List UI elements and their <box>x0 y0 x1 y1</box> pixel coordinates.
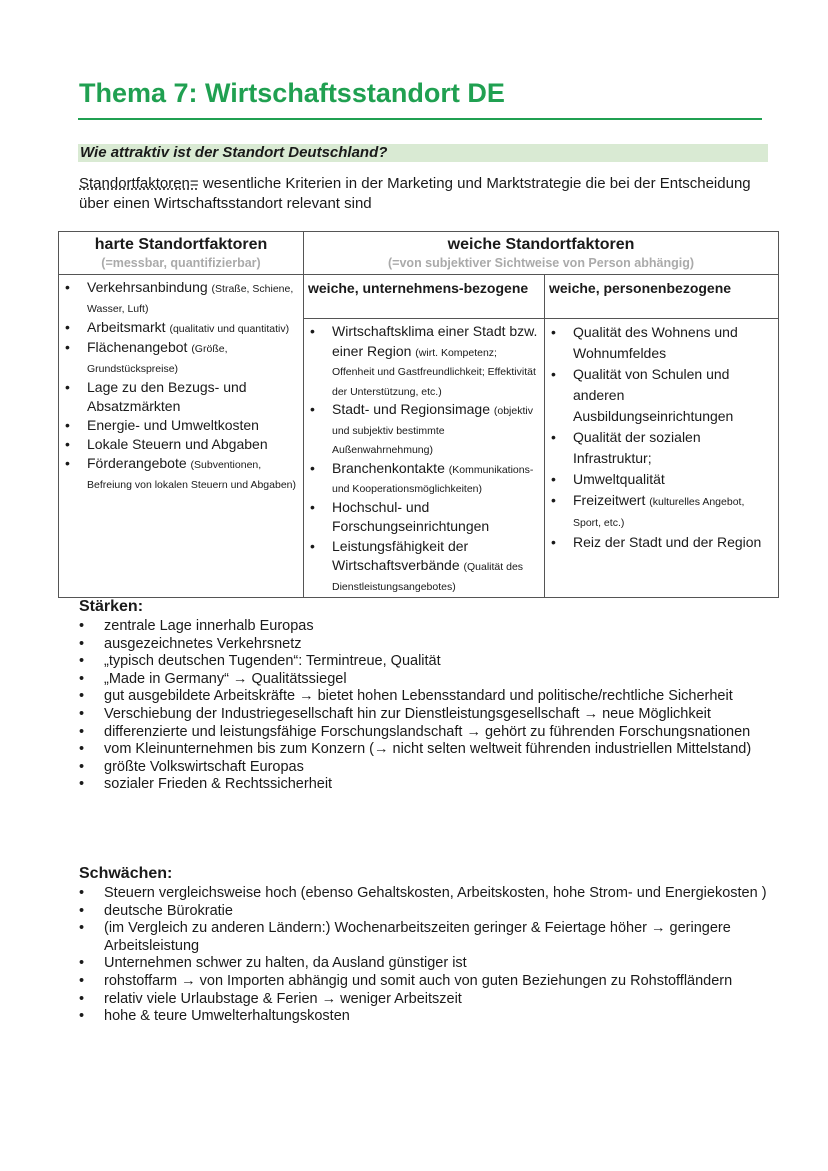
factor-label: Förderangebote <box>87 455 191 471</box>
factor-label: Reiz der Stadt und der Region <box>573 534 762 550</box>
list-item: • hohe & teure Umwelterhaltungskosten <box>79 1008 769 1026</box>
factor-label: Lage zu den Bezugs- und Absatzmärkten <box>87 379 247 414</box>
factor-item <box>63 435 299 454</box>
factor-label: Umweltqualität <box>573 471 665 487</box>
list-item: • größte Volkswirtschaft Europas <box>79 759 769 777</box>
definition-paragraph <box>79 174 759 214</box>
hard-factors-list <box>59 275 303 496</box>
list-item: • Verschiebung der Industriegesellschaft hin zur Dienstleistungsgesellschaft → neue Möglichkeit <box>79 706 769 724</box>
factor-item <box>63 416 299 435</box>
factor-note: (Größe, Grundstückspreise) <box>87 343 228 375</box>
factor-label: Leistungsfähigkeit der Wirtschaftsverbände <box>332 537 469 573</box>
section-question: Wie attraktiv ist der Standort Deutschland? <box>78 144 768 162</box>
list-item: • „Made in Germany“ → Qualitätssiegel <box>79 671 769 689</box>
hard-factors-subheading: (=messbar, quantifizierbar) <box>101 256 261 270</box>
personal-factors-cell <box>545 319 779 598</box>
factor-label: Qualität von Schulen und anderen Ausbildungseinrichtungen <box>573 366 734 424</box>
company-factors-list <box>304 319 544 597</box>
hard-factors-cell <box>59 275 304 598</box>
list-item: • vom Kleinunternehmen bis zum Konzern (→ nicht selten weltweit führenden industriellen Mittelstand) <box>79 741 769 759</box>
factor-note: (Kommunikations- und Kooperationsmöglichkeiten) <box>332 463 534 495</box>
hard-factors-header <box>59 232 304 275</box>
factor-label: Hochschul- und Forschungseinrichtungen <box>332 498 490 534</box>
factor-item <box>549 469 774 490</box>
factor-label: Branchenkontakte <box>332 459 449 476</box>
factor-label: Qualität der sozialen Infrastruktur; <box>573 429 701 466</box>
company-factors-cell <box>304 319 545 598</box>
factor-item <box>308 498 540 537</box>
factor-item <box>63 378 299 416</box>
strengths-heading: Stärken: <box>79 598 144 615</box>
list-item: • relativ viele Urlaubstage & Ferien → weniger Arbeitszeit <box>79 991 769 1009</box>
factor-item <box>63 278 299 318</box>
list-item: • deutsche Bürokratie <box>79 903 769 921</box>
factor-label: Qualität des Wohnens und Wohnumfeldes <box>573 324 738 361</box>
factor-item <box>308 537 540 596</box>
factor-note: (objektiv und subjektiv bestimmte Außenwahrnehmung) <box>332 405 533 456</box>
soft-factors-subheading: (=von subjektiver Sichtweise von Person abhängig) <box>388 256 694 270</box>
factor-note: (Subventionen, Befreiung von lokalen Steuern und Abgaben) <box>87 459 296 491</box>
factor-item <box>308 400 540 459</box>
personal-factors-heading: weiche, personenbezogene <box>545 275 779 319</box>
factor-label: Energie- und Umweltkosten <box>87 417 259 433</box>
factor-item <box>549 364 774 427</box>
definition-term: Standortfaktoren= <box>79 175 199 192</box>
hard-factors-heading: harte Standortfaktoren <box>94 236 268 253</box>
list-item: • Unternehmen schwer zu halten, da Ausland günstiger ist <box>79 955 769 973</box>
factor-note: (qualitativ und quantitativ) <box>169 323 290 335</box>
factor-item <box>63 338 299 378</box>
factor-label: Lokale Steuern und Abgaben <box>87 436 268 452</box>
title-divider <box>78 118 762 120</box>
list-item: • Steuern vergleichsweise hoch (ebenso Gehaltskosten, Arbeitskosten, hohe Strom- und Energiekosten ) <box>79 885 769 903</box>
strengths-list <box>79 618 769 794</box>
factor-item <box>549 490 774 532</box>
factor-label: Verkehrsanbindung <box>87 279 212 295</box>
list-item: • rohstoffarm → von Importen abhängig und somit auch von guten Beziehungen zu Rohstoffländern <box>79 973 769 991</box>
factor-label: Flächenangebot <box>87 339 192 355</box>
factor-item <box>308 459 540 498</box>
list-item: • differenzierte und leistungsfähige Forschungslandschaft → gehört zu führenden Forschungsnationen <box>79 724 769 742</box>
factor-note: (kulturelles Angebot, Sport, etc.) <box>573 496 745 529</box>
list-item: • sozialer Frieden & Rechtssicherheit <box>79 776 769 794</box>
soft-factors-header <box>304 232 779 275</box>
factor-item <box>549 532 774 553</box>
list-item: • „typisch deutschen Tugenden“: Termintreue, Qualität <box>79 653 769 671</box>
factor-label: Wirtschaftsklima einer Stadt bzw. einer Region <box>332 323 538 359</box>
list-item: • zentrale Lage innerhalb Europas <box>79 618 769 636</box>
factor-label: Arbeitsmarkt <box>87 319 170 335</box>
factor-label: Freizeitwert <box>573 492 650 508</box>
factor-item <box>549 322 774 364</box>
factor-note: (Straße, Schiene, Wasser, Luft) <box>87 283 294 315</box>
factor-item <box>63 318 299 338</box>
list-item: • ausgezeichnetes Verkehrsnetz <box>79 636 769 654</box>
factor-note: (wirt. Kompetenz; Offenheit und Gastfreundlichkeit; Effektivität der Unterstützung, etc.) <box>332 346 536 398</box>
page-title: Thema 7: Wirtschaftsstandort DE <box>79 78 505 108</box>
list-item: • (im Vergleich zu anderen Ländern:) Wochenarbeitszeiten geringer & Feiertage höher → geringere Arbeitsleistung <box>79 920 769 955</box>
definition-text: wesentliche Kriterien in der Marketing und Marktstrategie die bei der Entscheidung über einen Wirtschaftsstandort relevant sind <box>79 175 751 212</box>
weaknesses-heading: Schwächen: <box>79 865 173 882</box>
factor-note: (Qualität des Dienstleistungsangebotes) <box>332 561 524 593</box>
personal-factors-list <box>545 319 778 555</box>
factor-item <box>308 322 540 400</box>
location-factors-table <box>58 231 779 598</box>
company-factors-heading: weiche, unternehmens-bezogene <box>304 275 545 319</box>
soft-factors-heading: weiche Standortfaktoren <box>447 236 635 253</box>
factor-item <box>549 427 774 469</box>
list-item: • gut ausgebildete Arbeitskräfte → bietet hohen Lebensstandard und politische/rechtliche Sicherheit <box>79 688 769 706</box>
factor-item <box>63 454 299 494</box>
factor-label: Stadt- und Regionsimage <box>332 401 494 417</box>
weaknesses-list <box>79 885 769 1026</box>
